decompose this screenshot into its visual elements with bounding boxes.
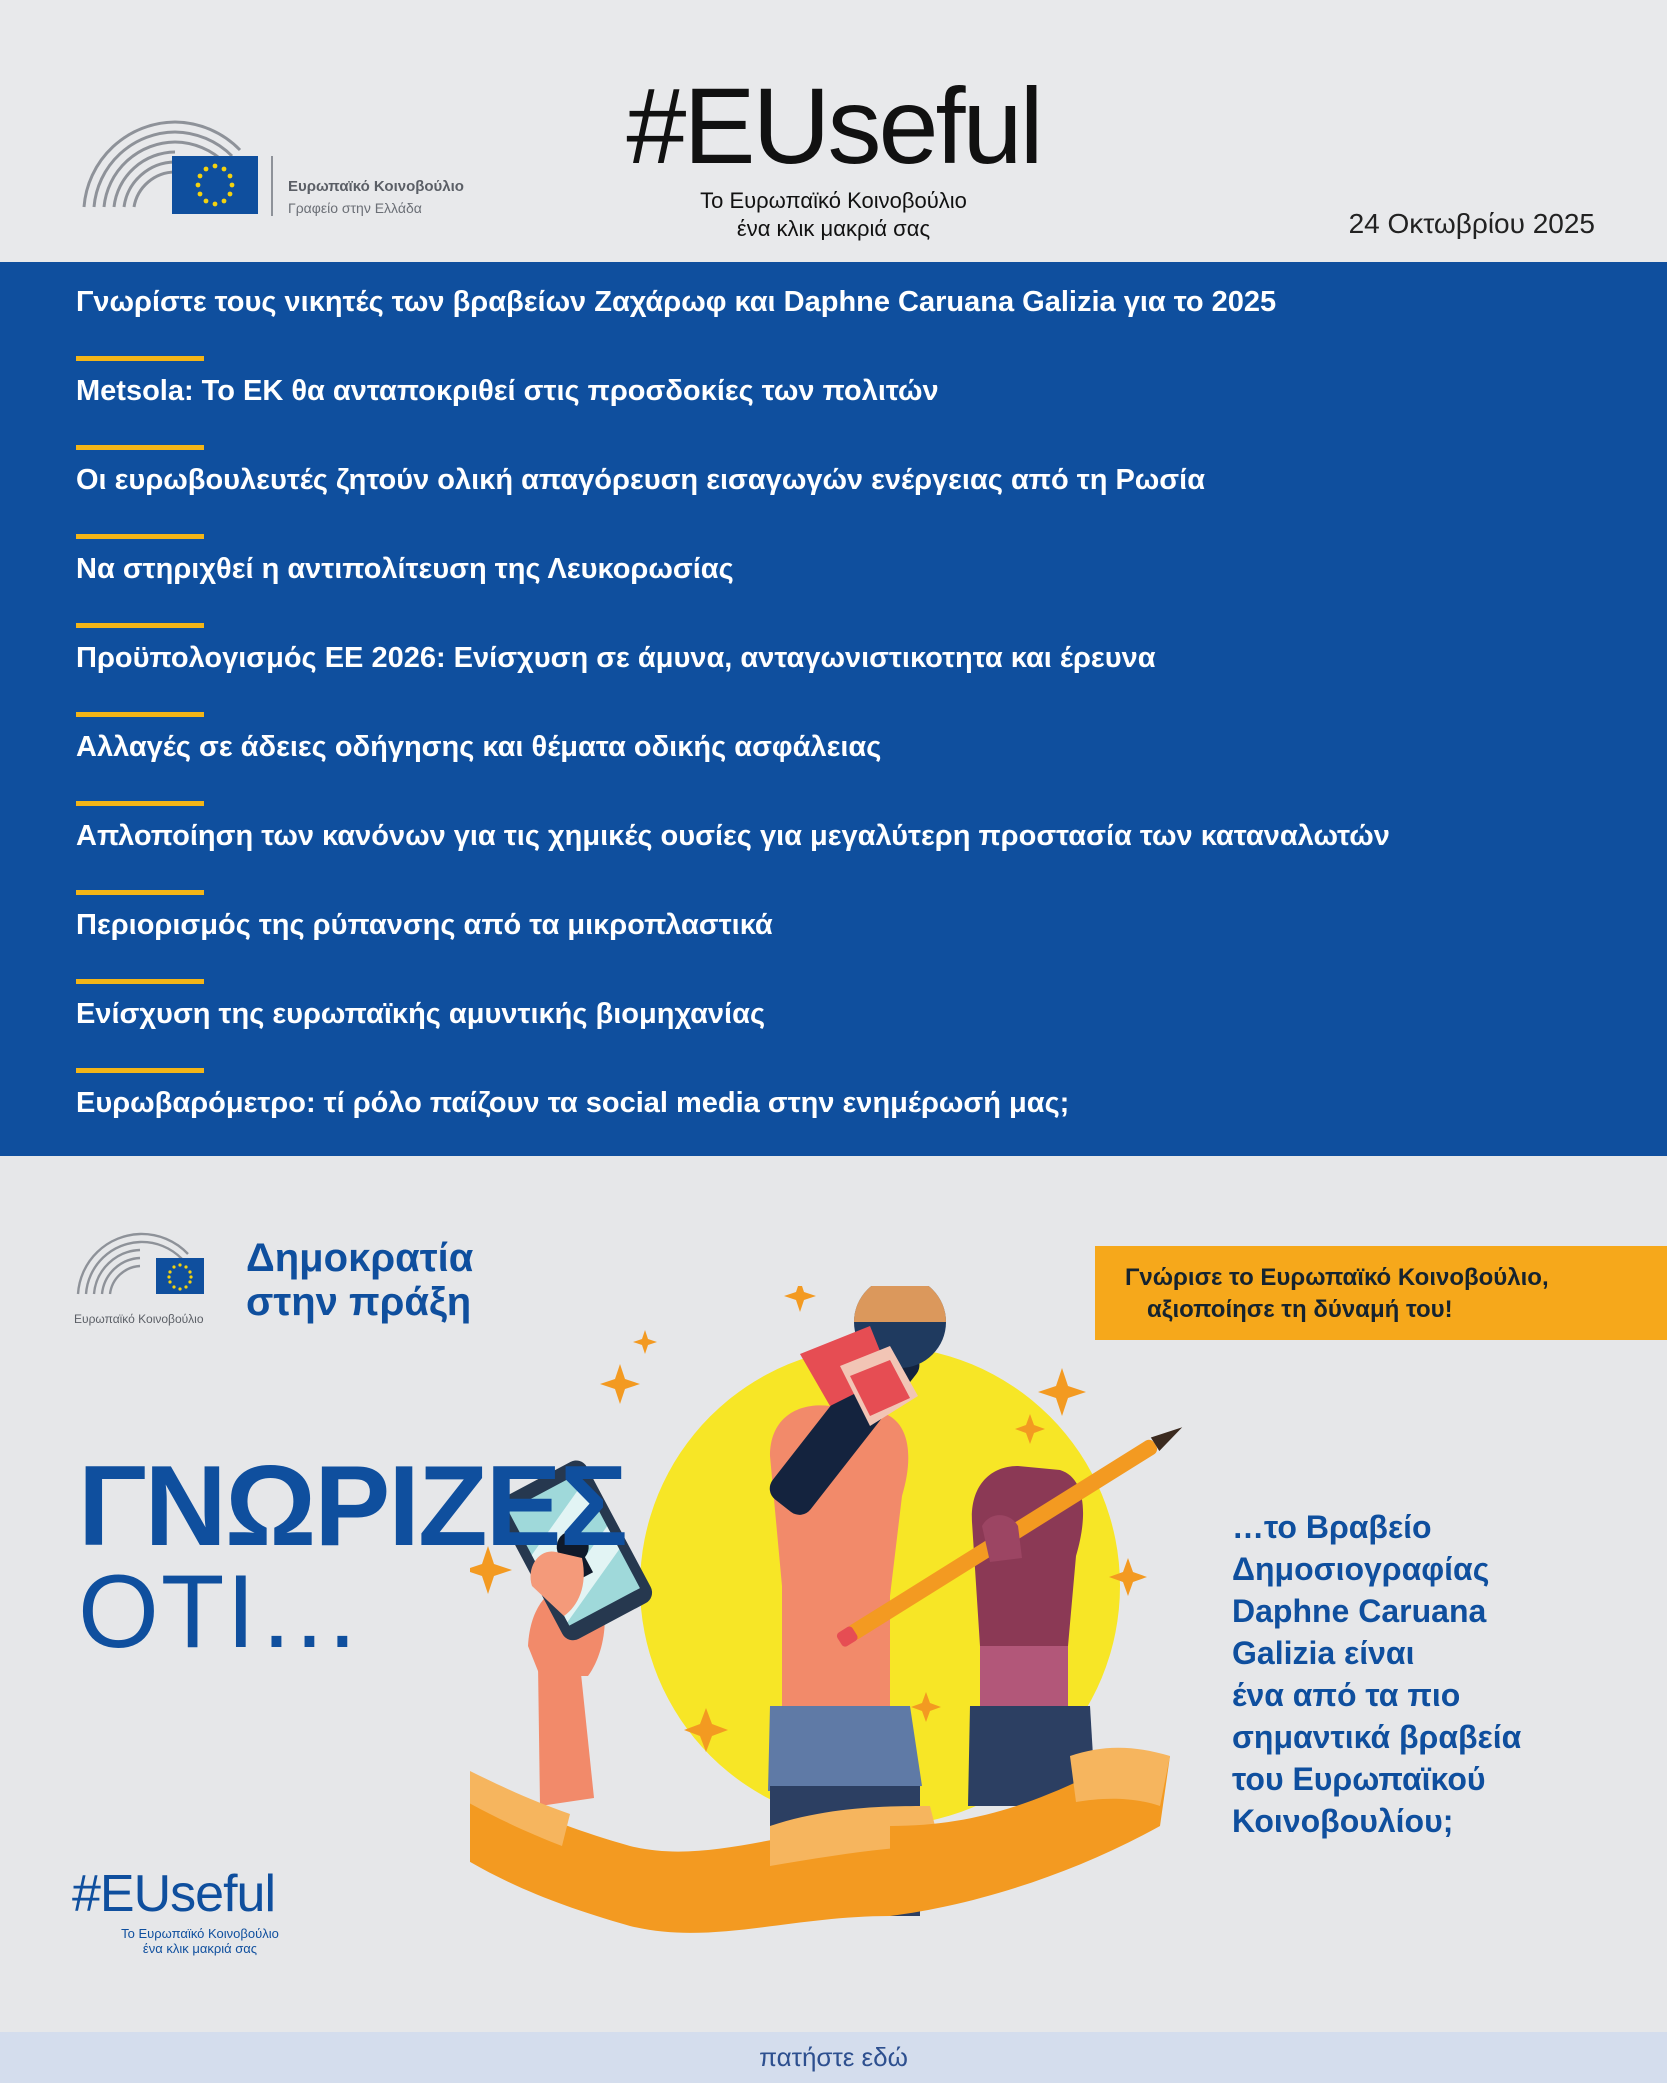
news-item <box>76 642 1636 675</box>
footer-bar <box>0 2032 1667 2083</box>
did-you-know-subtitle: ΟΤΙ… <box>78 1554 364 1670</box>
news-item <box>76 375 1636 408</box>
news-divider <box>76 534 204 539</box>
news-divider <box>76 445 204 450</box>
news-link-belarus[interactable]: Να στηριχθεί η αντιπολίτευση της Λευκορωσίας <box>76 553 734 585</box>
news-link-chemicals[interactable]: Απλοποίηση των κανόνων για τις χημικές ουσίες για μεγαλύτερη προστασία των καταναλωτών <box>76 820 1390 852</box>
news-divider <box>76 801 204 806</box>
fact-line: σημαντικά βραβεία <box>1232 1719 1522 1755</box>
parliament-hemicycle-icon <box>70 1228 210 1308</box>
cta-line-1: Γνώρισε το Ευρωπαϊκό Κοινοβούλιο, <box>1125 1264 1549 1291</box>
newsletter-header <box>0 0 1667 262</box>
news-divider <box>76 712 204 717</box>
news-link-metsola[interactable]: Metsola: Το ΕΚ θα ανταποκριθεί στις προσδοκίες των πολιτών <box>76 375 939 407</box>
fact-line: του Ευρωπαϊκού <box>1232 1761 1486 1797</box>
news-item <box>76 464 1636 497</box>
news-link-sakharov-prize[interactable]: Γνωρίστε τους νικητές των βραβείων Ζαχάρωφ και Daphne Caruana Galizia για το 2025 <box>76 286 1277 318</box>
brand-subtitle-2: ένα κλικ μακριά σας <box>736 216 931 241</box>
news-divider <box>76 979 204 984</box>
fact-line: Κοινοβουλίου; <box>1232 1803 1454 1839</box>
news-link-microplastics[interactable]: Περιορισμός της ρύπανσης από τα μικροπλαστικά <box>76 909 773 941</box>
hands-illustration <box>470 1286 1190 1936</box>
democracy-title-line-2: στην πράξη <box>246 1280 472 1324</box>
cta-line-2: αξιοποίησε τη δύναμή του! <box>1147 1296 1453 1323</box>
euseful-small-logo <box>72 1865 328 1956</box>
brand-title: #EUseful <box>626 65 1041 186</box>
news-link-russia-energy[interactable]: Οι ευρωβουλευτές ζητούν ολική απαγόρευση εισαγωγών ενέργειας από τη Ρωσία <box>76 464 1206 496</box>
ep-office-label: Γραφείο στην Ελλάδα <box>288 200 422 216</box>
ep-name-label: Ευρωπαϊκό Κοινοβούλιο <box>288 178 464 195</box>
fact-line: Δημοσιογραφίας <box>1232 1551 1490 1587</box>
news-link-driving-licences[interactable]: Αλλαγές σε άδειες οδήγησης και θέματα οδικής ασφάλειας <box>76 731 882 763</box>
news-item <box>76 909 1636 942</box>
fact-line: Galizia είναι <box>1232 1635 1415 1671</box>
news-list <box>0 262 1667 1156</box>
click-here-link[interactable]: πατήστε εδώ <box>759 2042 908 2072</box>
did-you-know-title: ΓΝΩΡΙΖΕΣ <box>78 1443 627 1570</box>
news-link-budget-2026[interactable]: Προϋπολογισμός ΕΕ 2026: Ενίσχυση σε άμυνα, ανταγωνιστικοτητα και έρευνα <box>76 642 1156 674</box>
news-divider <box>76 623 204 628</box>
news-divider <box>76 1068 204 1073</box>
news-item <box>76 998 1636 1031</box>
news-item <box>76 553 1636 586</box>
euseful-small-subtitle-2: ένα κλικ μακριά σας <box>142 1941 258 1956</box>
euseful-small-title: #EUseful <box>72 1865 275 1923</box>
news-link-eurobarometer[interactable]: Ευρωβαρόμετρο: τί ρόλο παίζουν τα social media στην ενημέρωσή μας; <box>76 1087 1070 1119</box>
fact-line: …το Βραβείο <box>1232 1509 1432 1545</box>
news-link-defence-industry[interactable]: Ενίσχυση της ευρωπαϊκής αμυντικής βιομηχανίας <box>76 998 766 1030</box>
fact-line: Daphne Caruana <box>1232 1593 1487 1629</box>
news-divider <box>76 356 204 361</box>
news-item <box>76 1087 1636 1120</box>
prize-fact-text <box>1232 1506 1592 1842</box>
brand-subtitle-1: Το Ευρωπαϊκό Κοινοβούλιο <box>700 188 967 213</box>
euseful-small-subtitle-1: Το Ευρωπαϊκό Κοινοβούλιο <box>121 1926 279 1941</box>
ep-logo-caption: Ευρωπαϊκό Κοινοβούλιο <box>74 1312 204 1326</box>
news-item <box>76 731 1636 764</box>
daphne-prize-banner[interactable] <box>0 1156 1667 2032</box>
fact-line: ένα από τα πιο <box>1232 1677 1461 1713</box>
democracy-in-action-logo <box>70 1228 520 1338</box>
news-item <box>76 286 1636 319</box>
issue-date: 24 Οκτωβρίου 2025 <box>1348 208 1595 239</box>
democracy-title-line-1: Δημοκρατία <box>246 1236 474 1280</box>
news-item <box>76 820 1636 853</box>
news-divider <box>76 890 204 895</box>
